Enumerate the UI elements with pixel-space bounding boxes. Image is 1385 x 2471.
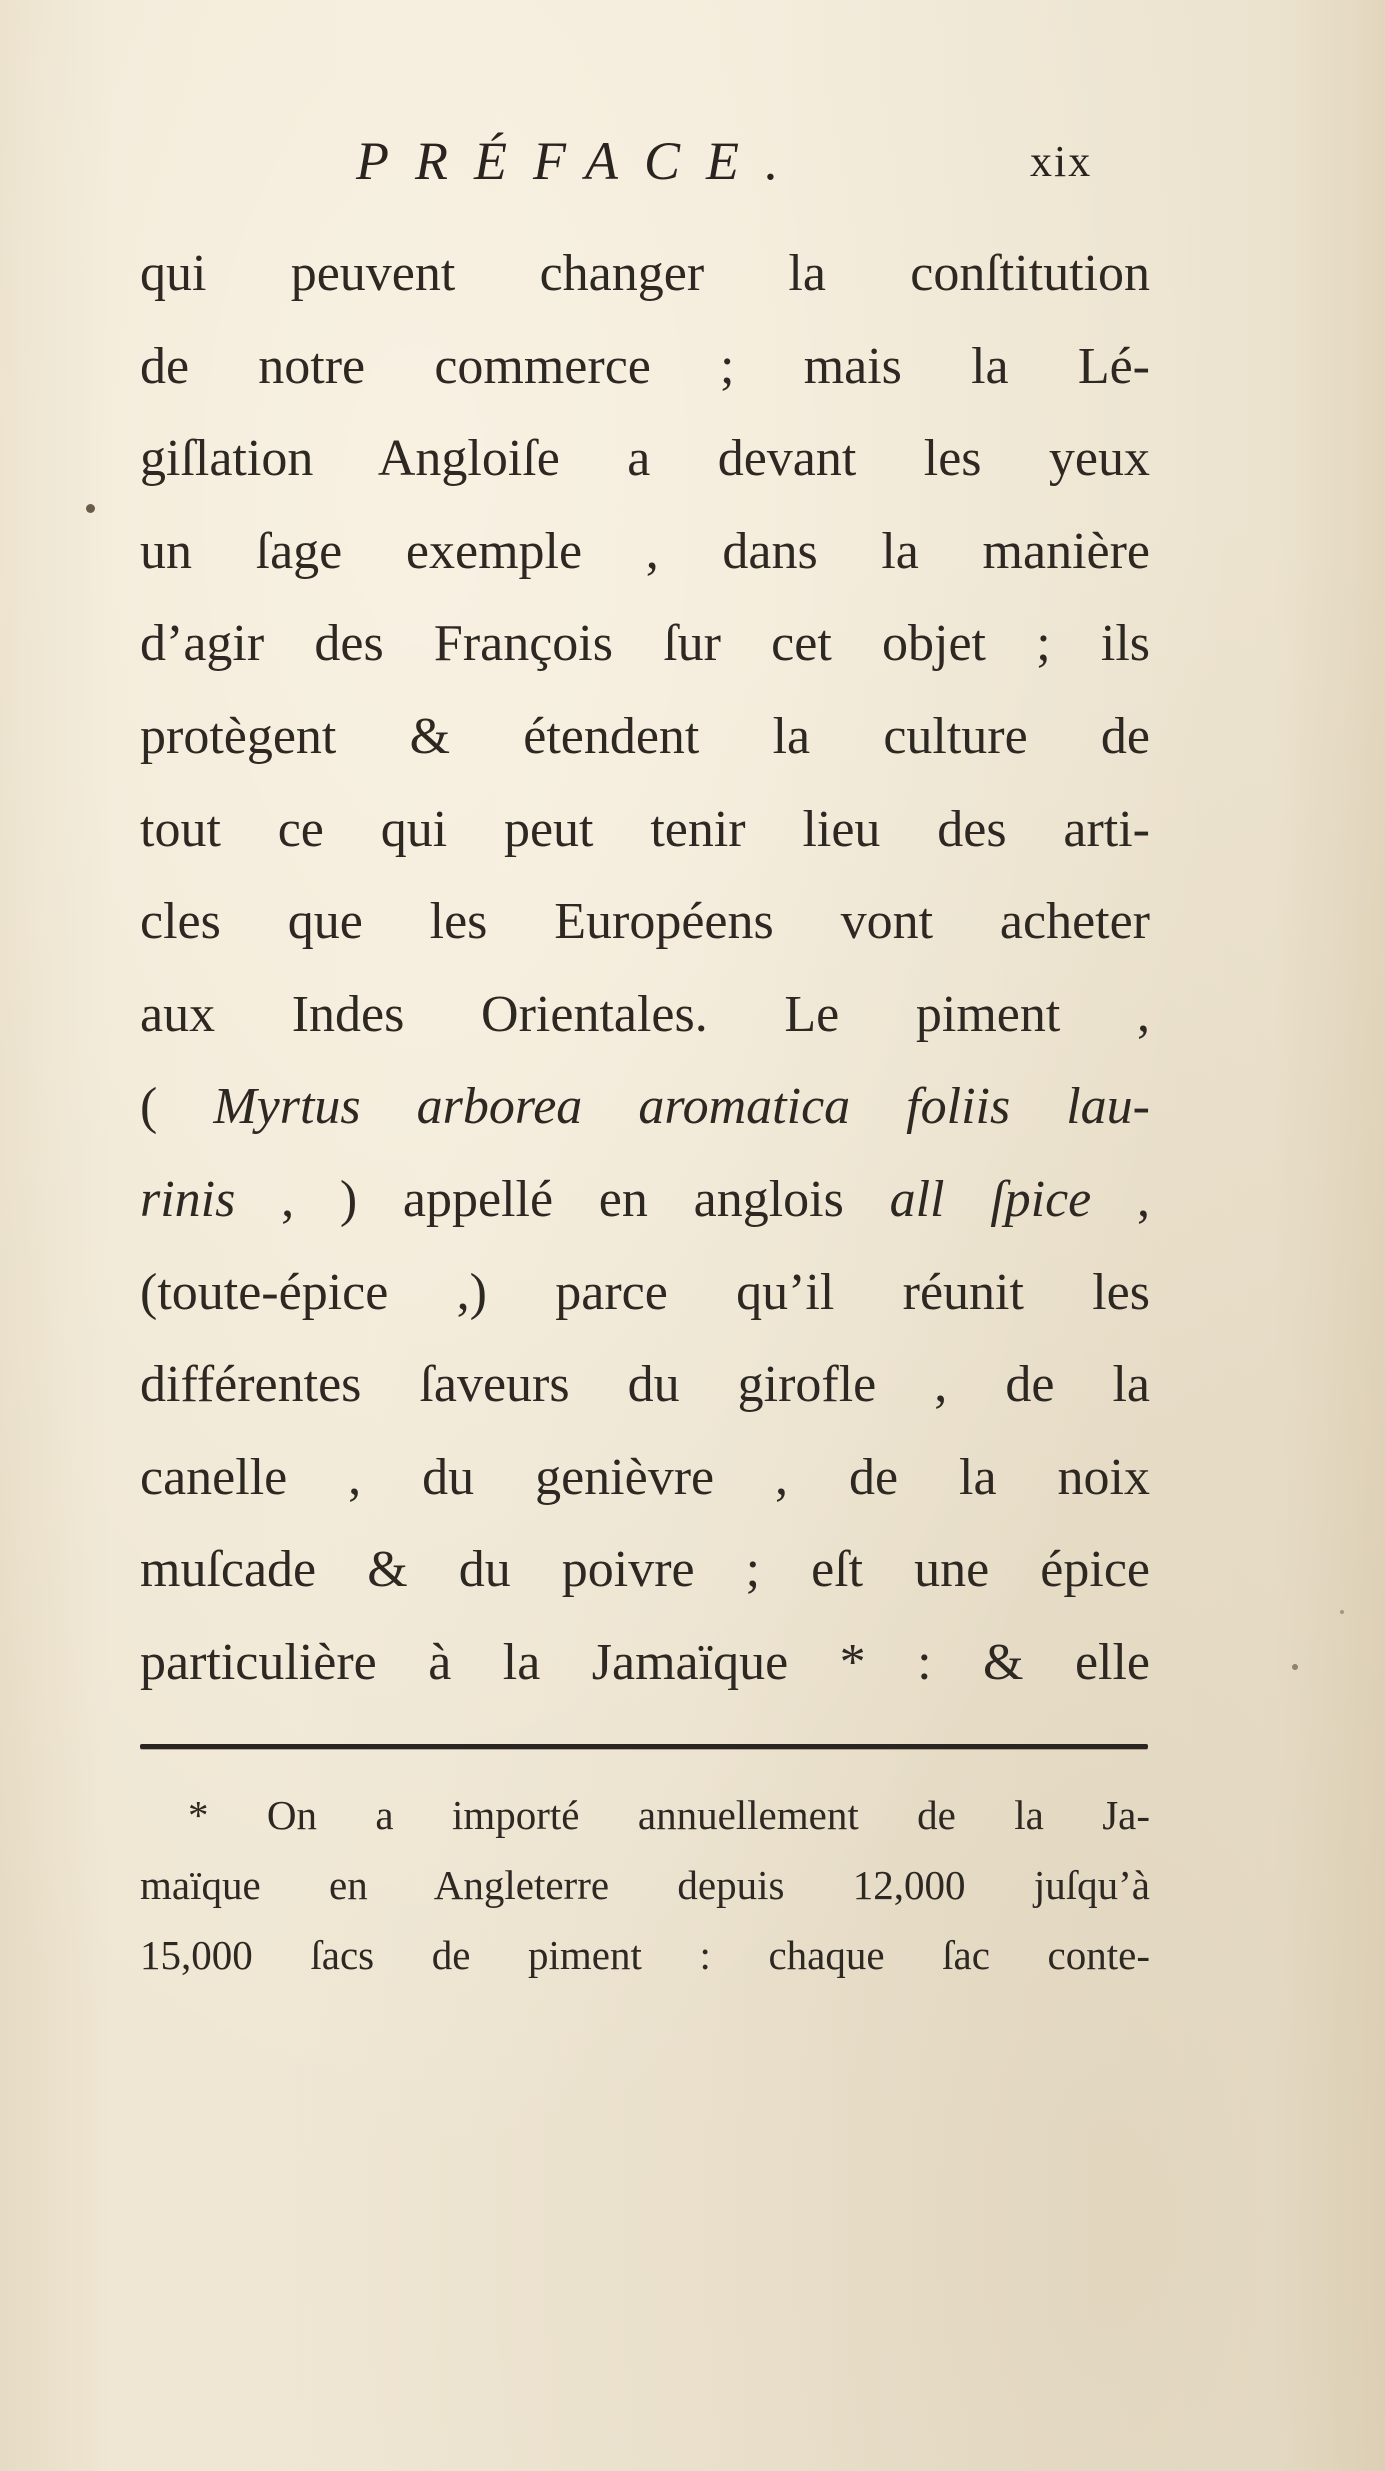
page-number: xix — [1030, 137, 1093, 186]
text-line: muſcade & du poivre ; eſt une épice — [140, 1541, 1150, 1599]
paper-speck — [86, 504, 95, 513]
text-line: protègent & étendent la culture de — [140, 707, 1150, 765]
text-line: (toute-épice ,) parce qu’il réunit les — [140, 1263, 1150, 1321]
footnote-line: maïque en Angleterre depuis 12,000 juſqu’à — [140, 1862, 1150, 1908]
paper-speck — [1340, 1610, 1344, 1614]
text-line: aux Indes Orientales. Le piment , — [140, 985, 1150, 1043]
footnote-rule — [140, 1744, 1148, 1749]
text-line: cles que les Européens vont acheter — [140, 893, 1150, 951]
text-line: tout ce qui peut tenir lieu des arti- — [140, 800, 1150, 858]
appelle-text: , ) appellé en anglois — [235, 1170, 890, 1228]
text-line: canelle , du genièvre , de la noix — [140, 1448, 1150, 1506]
open-paren: ( — [140, 1078, 214, 1136]
footnote-line: 15,000 ſacs de piment : chaque ſac conte- — [140, 1932, 1150, 1978]
text-line-latin — [140, 1061, 1150, 1154]
latin-name-end: rinis — [140, 1170, 236, 1228]
text-line: qui peuvent changer la conſtitution — [140, 245, 1150, 302]
paper-speck — [1292, 1664, 1298, 1670]
main-text — [140, 228, 1150, 1710]
text-line: un ſage exemple , dans la manière — [140, 522, 1150, 580]
line-end-comma: , — [1091, 1170, 1151, 1228]
text-line: particulière à la Jamaïque * : & elle — [140, 1633, 1150, 1691]
text-line: giſlation Angloiſe a devant les yeux — [140, 430, 1150, 488]
page-header — [350, 130, 1150, 200]
text-line: de notre commerce ; mais la Lé- — [140, 337, 1150, 395]
text-line-latin-end — [140, 1154, 1150, 1247]
text-line: différentes ſaveurs du girofle , de la — [140, 1356, 1150, 1414]
footnote-line: * On a importé annuellement de la Ja- — [188, 1792, 1150, 1838]
footnote — [140, 1780, 1150, 1990]
latin-name: Myrtus arborea aromatica foliis lau- — [213, 1078, 1150, 1136]
english-name: all ſpice — [889, 1170, 1092, 1228]
text-line: d’agir des François ſur cet objet ; ils — [140, 615, 1150, 673]
running-head: PRÉFACE. — [356, 131, 805, 191]
